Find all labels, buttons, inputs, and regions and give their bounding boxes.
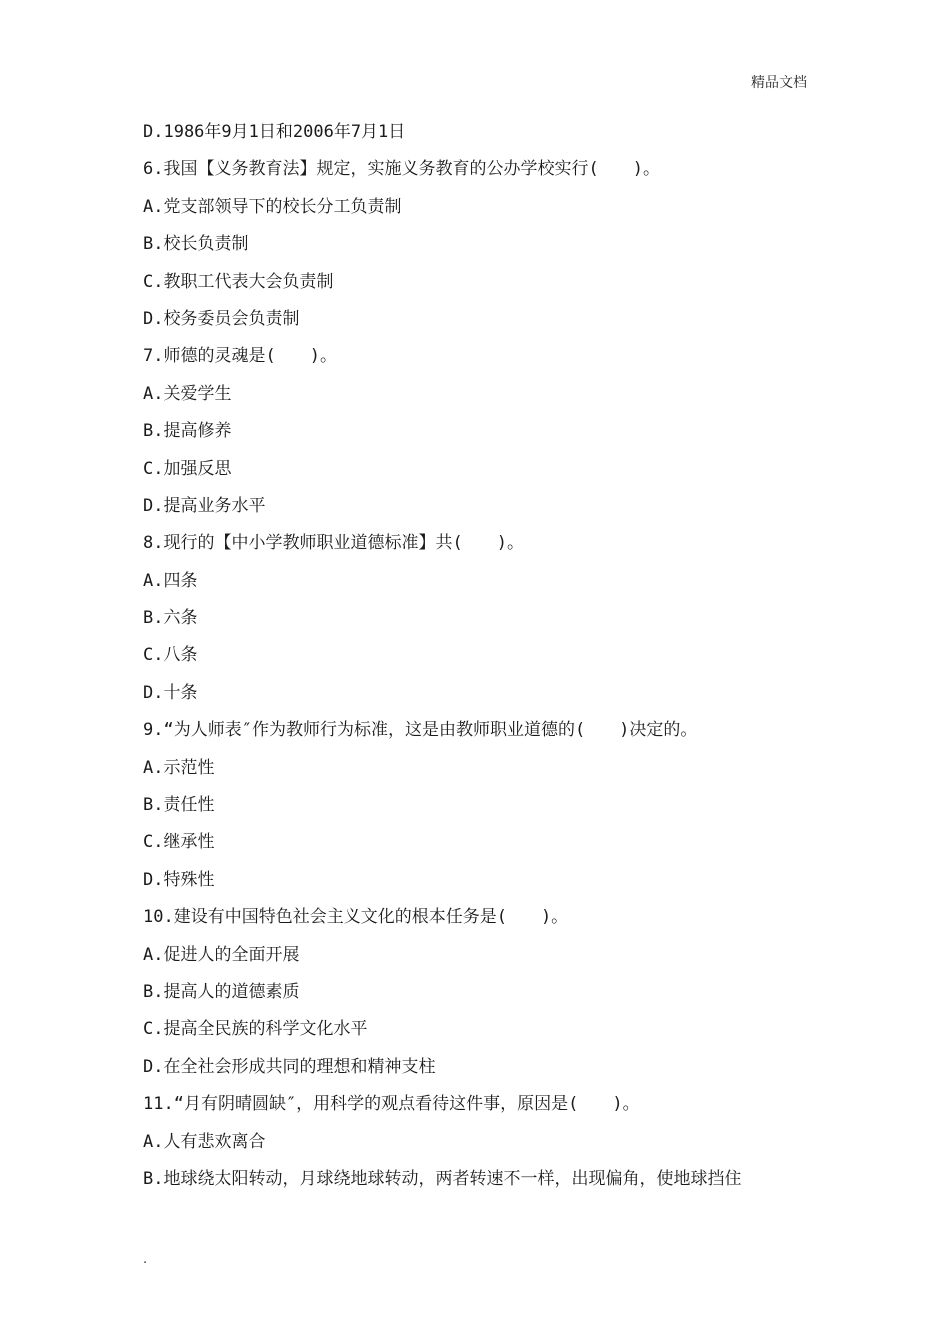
option-line: A.促进人的全面开展	[143, 944, 300, 965]
option-line: C.加强反思	[143, 458, 232, 479]
option-line: C.继承性	[143, 832, 215, 853]
option-line: D.校务委员会负责制	[143, 308, 300, 329]
option-line: A.人有悲欢离合	[143, 1131, 266, 1152]
option-line: D.在全社会形成共同的理想和精神支柱	[143, 1056, 436, 1077]
question-9: 9.“为人师表″作为教师行为标准，这是由教师职业道德的( )决定的。	[143, 720, 698, 741]
option-line: B.地球绕太阳转动，月球绕地球转动，两者转速不一样，出现偏角，使地球挡住	[143, 1168, 742, 1189]
option-line: A.四条	[143, 570, 198, 591]
option-line: A.党支部领导下的校长分工负责制	[143, 196, 402, 217]
page-header-label: 精品文档	[751, 75, 807, 91]
option-line: B.提高人的道德素质	[143, 981, 300, 1002]
option-line: D.十条	[143, 682, 198, 703]
option-line: C.提高全民族的科学文化水平	[143, 1019, 368, 1040]
question-11: 11.“月有阴晴圆缺″，用科学的观点看待这件事，原因是( )。	[143, 1094, 640, 1115]
option-line: D.提高业务水平	[143, 495, 266, 516]
footer-mark: .	[143, 1252, 148, 1267]
option-line: B.责任性	[143, 795, 215, 816]
option-line: B.校长负责制	[143, 234, 249, 255]
option-line: D.特殊性	[143, 869, 215, 890]
question-list	[143, 118, 823, 1202]
question-6: 6.我国【义务教育法】规定，实施义务教育的公办学校实行( )。	[143, 159, 660, 180]
question-10: 10.建设有中国特色社会主义文化的根本任务是( )。	[143, 907, 569, 928]
option-line: B.六条	[143, 608, 198, 629]
option-line: B.提高修养	[143, 421, 232, 442]
option-line: A.示范性	[143, 757, 215, 778]
option-line: A.关爱学生	[143, 383, 232, 404]
question-8: 8.现行的【中小学教师职业道德标准】共( )。	[143, 533, 524, 554]
question-7: 7.师德的灵魂是( )。	[143, 346, 337, 367]
option-line: C.八条	[143, 645, 198, 666]
option-line: C.教职工代表大会负责制	[143, 271, 334, 292]
text-line: D.1986年9月1日和2006年7月1日	[143, 122, 406, 142]
